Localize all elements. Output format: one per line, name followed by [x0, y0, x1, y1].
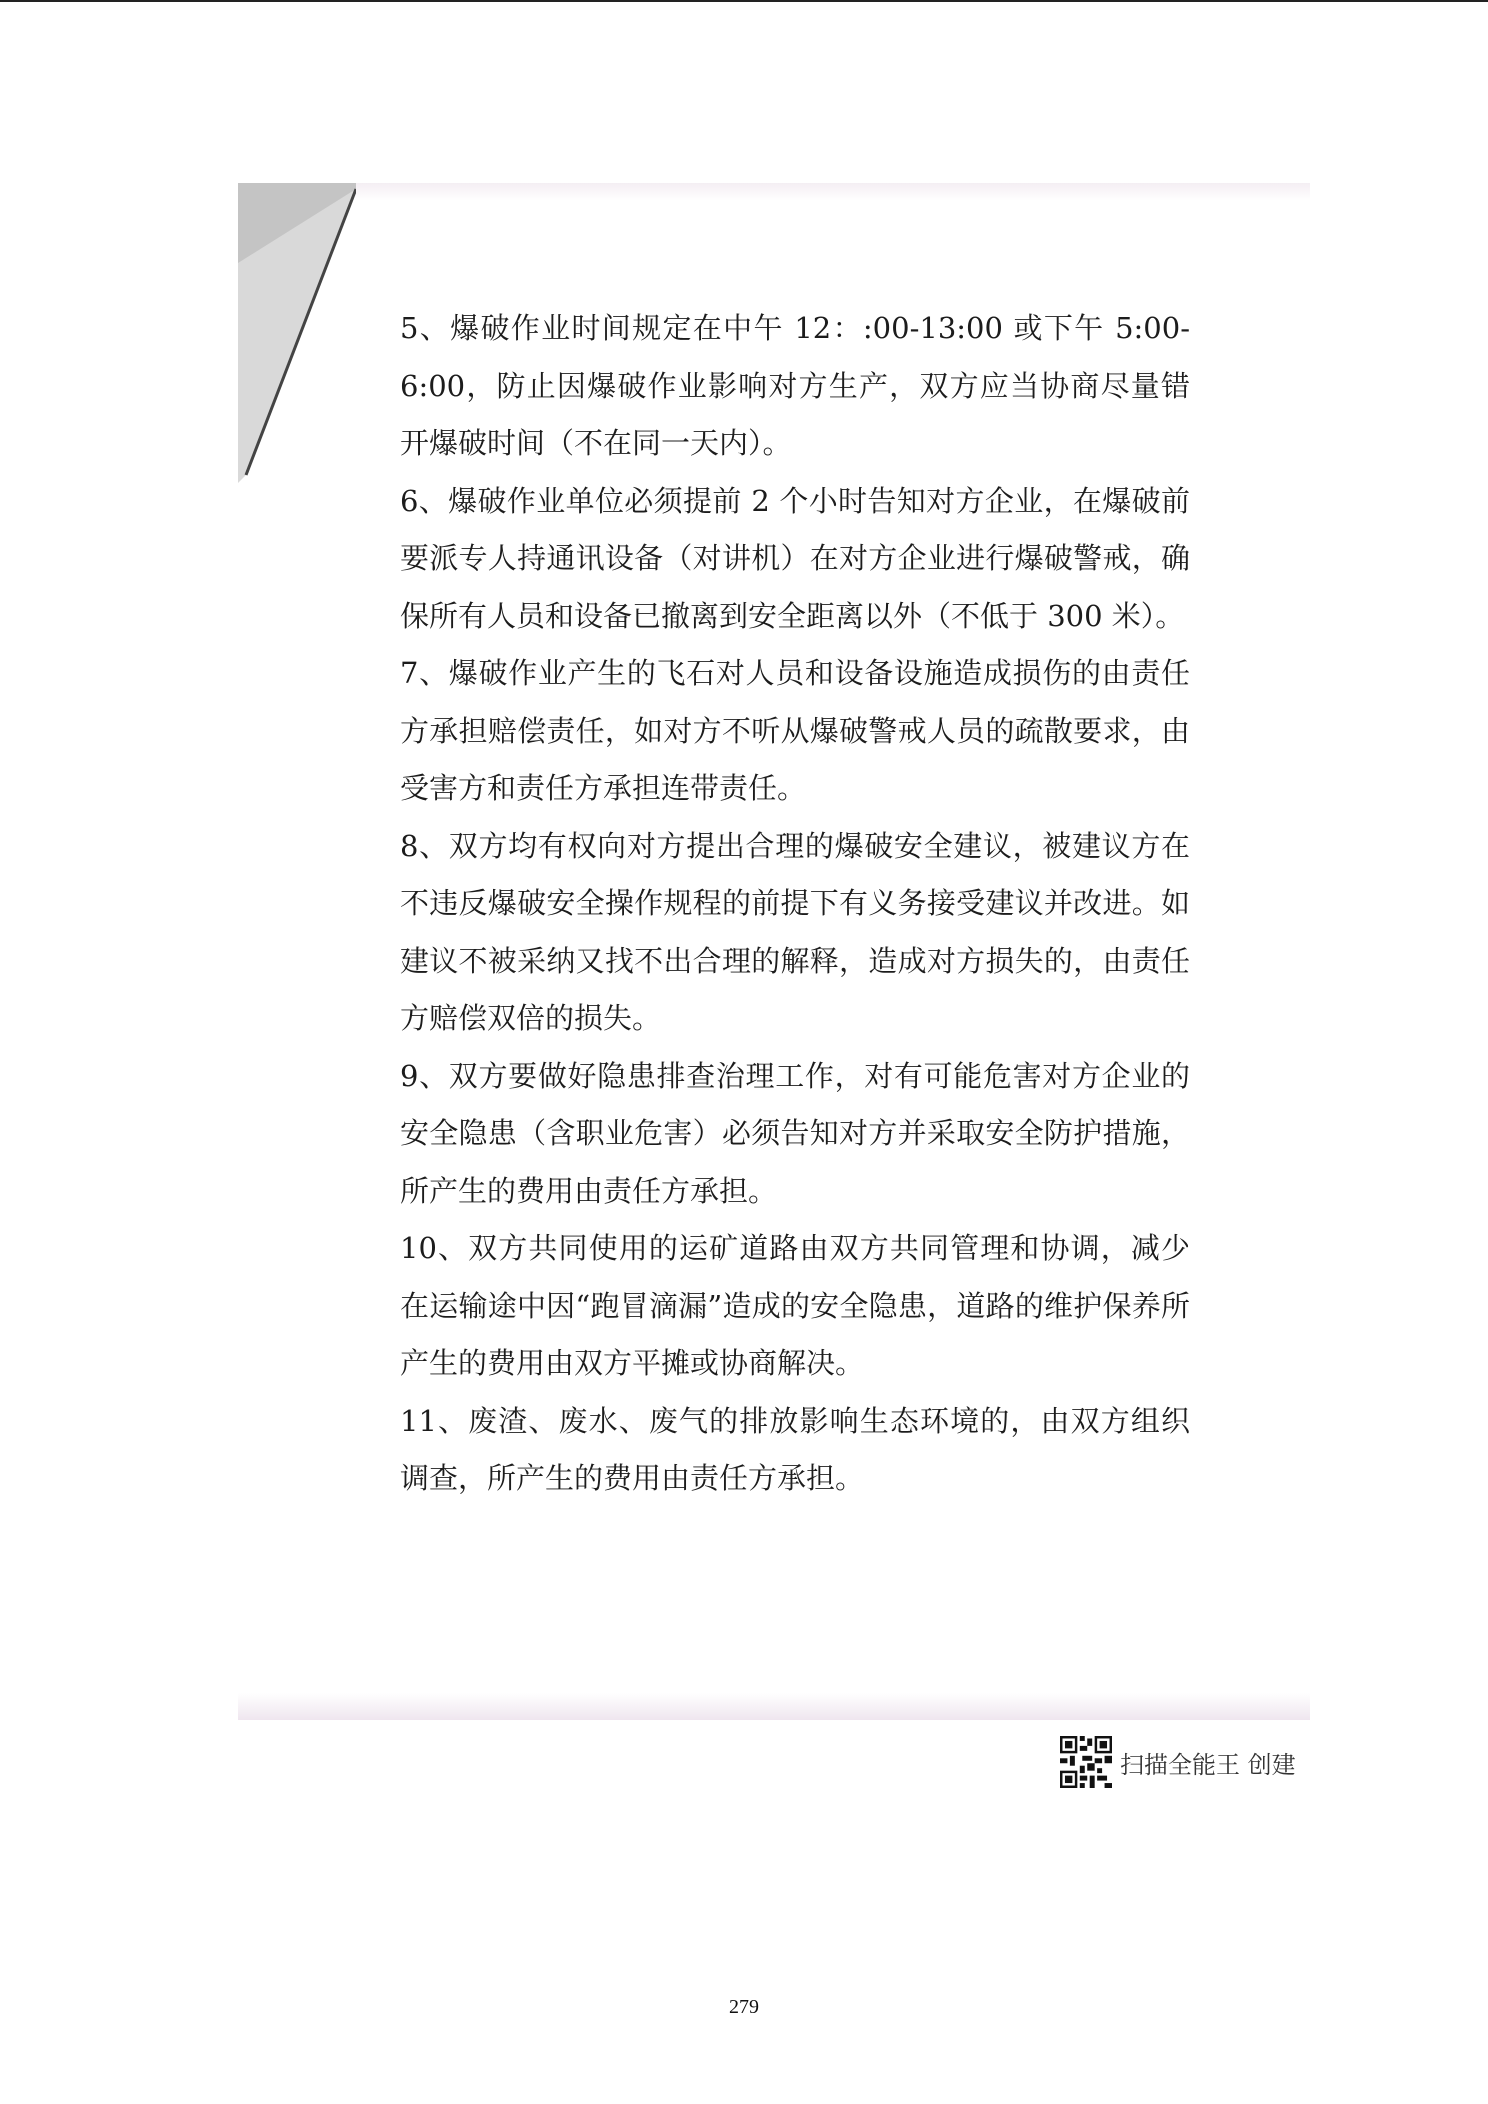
page-number: 279 [729, 1996, 759, 2018]
paragraph-9: 9、双方要做好隐患排查治理工作，对有可能危害对方企业的安全隐患（含职业危害）必须告知对方并采取安全防护措施，所产生的费用由责任方承担。 [400, 1058, 1190, 1208]
paragraph-5: 5、爆破作业时间规定在中午 12：:00-13:00 或下午 5:00-6:00，防止因爆破作业影响对方生产，双方应当协商尽量错开爆破时间（不在同一天内）。 [400, 311, 1190, 460]
paragraph-6: 6、爆破作业单位必须提前 2 个小时告知对方企业，在爆破前要派专人持通讯设备（对讲机）在对方企业进行爆破警戒，确保所有人员和设备已撤离到安全距离以外（不低于 300 米）。 [400, 483, 1190, 633]
paragraph-8: 8、双方均有权向对方提出合理的爆破安全建议，被建议方在不违反爆破安全操作规程的前提下有义务接受建议并改进。如建议不被采纳又找不出合理的解释，造成对方损失的，由责任方赔偿双倍的损失。 [400, 828, 1190, 1035]
page-top-border [0, 0, 1488, 2]
paragraph-10: 10、双方共同使用的运矿道路由双方共同管理和协调，减少在运输途中因“跑冒滴漏”造成的安全隐患，道路的维护保养所产生的费用由双方平摊或协商解决。 [400, 1231, 1190, 1380]
paragraph-7: 7、爆破作业产生的飞石对人员和设备设施造成损伤的由责任方承担赔偿责任，如对方不听从爆破警戒人员的疏散要求，由受害方和责任方承担连带责任。 [400, 656, 1190, 805]
paragraph-11: 11、废渣、废水、废气的排放影响生态环境的，由双方组织调查，所产生的费用由责任方承担。 [400, 1403, 1190, 1495]
camscanner-watermark [1060, 1736, 1296, 1788]
document-body [400, 300, 1190, 1508]
watermark-label: 扫描全能王 创建 [1120, 1750, 1296, 1779]
qr-code-icon [1060, 1736, 1112, 1788]
scan-fold-shadow [238, 183, 356, 483]
